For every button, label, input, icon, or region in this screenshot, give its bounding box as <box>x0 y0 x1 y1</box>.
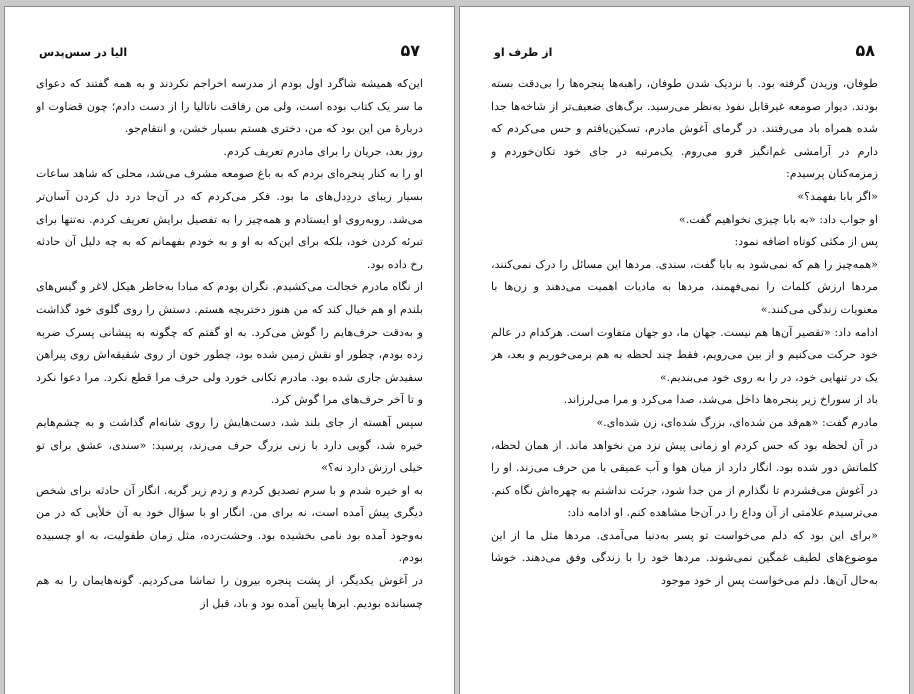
paragraph: «همه‌چیز را هم که نمی‌شود به بابا گفت، سندی. مردها این مسائل را درک نمی‌کنند، مردها ارزش کلمات را نمی‌فهمند، مردها به مادیات اهمیت می‌دهند و زن‌ها با معنویات زندگی می‌کنند.» <box>491 257 878 316</box>
paragraph: در آن لحظه بود که حس کردم او زمانی پیش نزد من نخواهد ماند. از همان لحظه، کلماتش دور شده بود. انگار دارد از میان هوا و آب عمیقی با من حرف می‌زند. او را در آغوش می‌فشردم تا نگذارم از من جدا شود، جرئت نداشتم به چهره‌اش نگاه کنم. می‌ترسیدم علامتی از آن وداع را در آن‌جا مشاهده کنم. او ادامه داد: <box>491 438 878 520</box>
paragraph: پس از مکثی کوتاه اضافه نمود: <box>734 235 878 249</box>
right-running-title: از طرف او <box>494 46 553 59</box>
paragraph: به او خیره شدم و با سرم تصدیق کردم و زدم زیر گریه. انگار آن حادثه برای شخص دیگری پیش آمده است، نه برای من. انگار او با سؤال خود به آن خلأیی که در من به‌وجود آمده بود نامی بخشیده بود. وحشت‌زده، مثل زمان طفولیت، به او چسبیده بودم. <box>36 483 423 565</box>
left-page <box>4 6 455 694</box>
left-page-header <box>39 41 420 63</box>
paragraph: از نگاه مادرم خجالت می‌کشیدم. نگران بودم که مبادا به‌خاطر هیکل لاغر و گیس‌های بلندم او هم خیال کند که من هنوز دختربچه هستم. دستش را روی گلوی خود گذاشت و به‌دقت حرف‌هایم را گوش می‌کرد. به او گفتم که چگونه به پیشانی پسرک ضربه زده بودم، چطور او نقش زمین شده بود، چطور خون از روی شقیقه‌اش روی پیراهن سفیدش جاری شده بود. مادرم تکانی خورد ولی حرف مرا قطع نکرد. مرا دعوا نکرد و تا آخر حرف‌های مرا گوش کرد. <box>36 280 423 407</box>
paragraph: «اگر بابا بفهمد؟» <box>797 189 878 203</box>
right-page <box>459 6 910 694</box>
paragraph: سپس آهسته از جای بلند شد، دست‌هایش را روی شانه‌ام گذاشت و به چشم‌هایم خیره شد، گویی دارد با زنی بزرگ حرف می‌زند، پرسید: «سندی، عشق برای تو خیلی ارزش دارد نه؟» <box>36 415 423 475</box>
paragraph: او جواب داد: «به بابا چیزی نخواهیم گفت.» <box>678 212 878 226</box>
paragraph: او را به کنار پنجره‌ای بردم که به باغ صومعه مشرف می‌شد، محلی که شاهد ساعات بسیار زیبای دردِدل‌های ما بود. فکر می‌کردم که در آن‌جا درد دل کردن آسان‌تر می‌شد. روبه‌روی او ایستادم و همه‌چیز را به تفصیل برایش تعریف کردم. نه‌تنها برای تبرئه کردن خود، بلکه برای این‌که به او و به خودم بفهمانم که به چه دلیل آن حادثه رخ داده بود. <box>36 167 423 271</box>
right-page-header <box>494 41 875 63</box>
paragraph: طوفان، وزیدن گرفته بود. با نزدیک شدن طوفان، راهبه‌ها پنجره‌ها را بی‌دقت بسته بودند. دیوار صومعه غیرقابل نفوذ به‌نظر می‌رسید. برگ‌های ضعیف‌تر از شاخه‌ها جدا شده همراه باد می‌رفتند. در گرمای آغوش مادرم، تسکین‌یافتم و حس می‌کردم که دارم در آرامشی غم‌انگیز فرو می‌روم. یک‌مرتبه در جای خود تکان‌خوردم و زمزمه‌کنان پرسیدم: <box>491 77 878 181</box>
left-page-number: ۵۷ <box>400 41 420 60</box>
paragraph: این‌که همیشه شاگرد اول بودم از مدرسه اخراجم نکردند و به همه گفتند که دعوای ما سر یک کتاب بوده است، ولی من رفاقت ناتالیا را از دست دادم؛ چون قضاوت او دربارهٔ من این بود که من، دختری هستم بسیار خشن، و انتقام‌جو. <box>36 77 423 136</box>
paragraph: ادامه داد: «تقصیر آن‌ها هم نیست. جهان ما، دو جهان متفاوت است. هرکدام در عالم خود حرکت می‌کنیم و از بین می‌رویم، فقط چند لحظه به هم برمی‌خوریم و بعد، هر یک در تنهایی خود، در را به روی خود می‌بندیم.» <box>491 325 878 384</box>
right-page-body <box>491 73 878 690</box>
left-page-body <box>36 73 423 690</box>
paragraph: «برای این بود که دلم می‌خواست تو پسر به‌دنیا می‌آمدی. مردها مثل ما از این موضوع‌های لطیف غمگین نمی‌شوند. مردها خود را با زندگی وفق می‌دهند. خوشا به‌حال آن‌ها. دلم می‌خواست پس از خود موجود <box>491 528 878 588</box>
paragraph: باد از سوراخ زیر پنجره‌ها داخل می‌شد، صدا می‌کرد و مرا می‌لرزاند. <box>563 393 878 407</box>
right-page-number: ۵۸ <box>855 41 875 60</box>
left-running-title: الیا در سس‌پدس <box>39 46 128 59</box>
paragraph: روز بعد، جریان را برای مادرم تعریف کردم. <box>223 144 423 158</box>
paragraph: مادرم گفت: «هم‌قد من شده‌ای، بزرگ شده‌ای، زن شده‌ای.» <box>596 415 878 429</box>
paragraph: در آغوش یکدیگر، از پشت پنجره بیرون را تماشا می‌کردیم. گونه‌هایمان را به هم چسبانده بودیم. ابرها پایین آمده بود و باد، قبل از <box>36 574 423 610</box>
